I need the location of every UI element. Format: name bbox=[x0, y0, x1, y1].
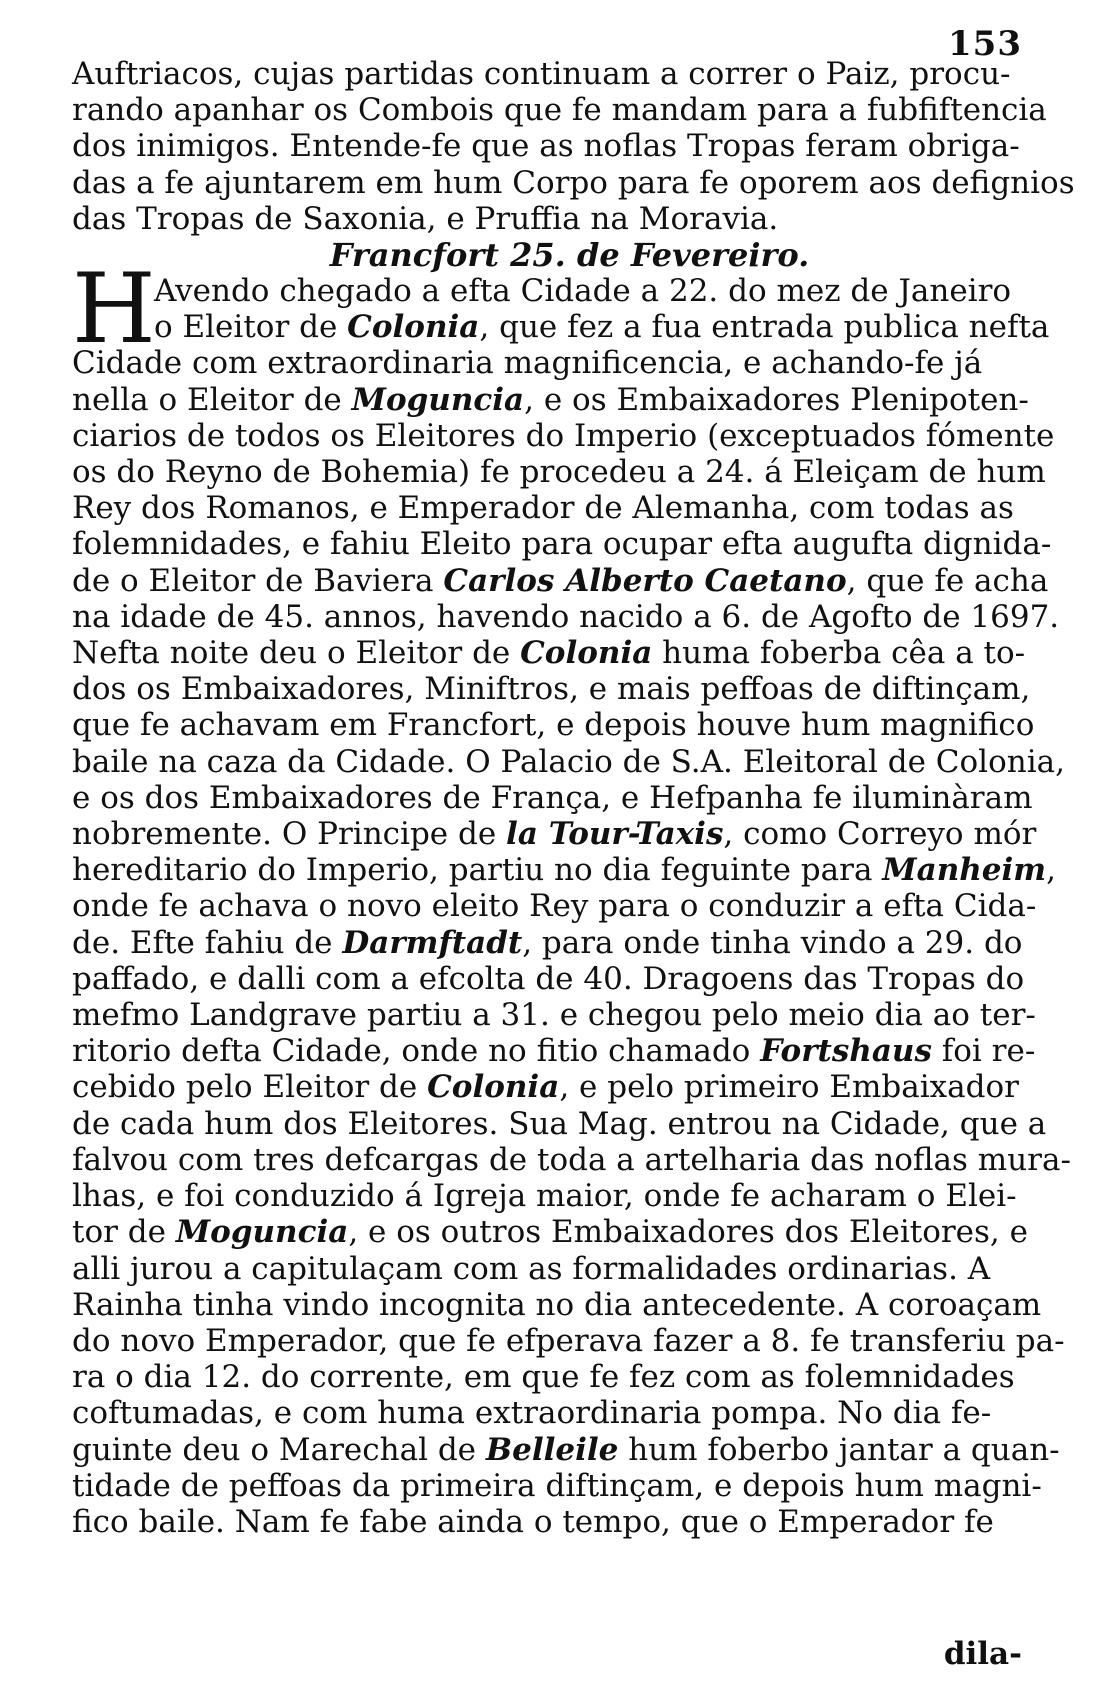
italic-run: Colonia bbox=[520, 635, 653, 672]
text-line bbox=[72, 1251, 1027, 1287]
text-line-content bbox=[72, 1033, 1035, 1069]
text-line bbox=[72, 128, 1027, 164]
text-run: cebido pelo Eleitor de bbox=[72, 1069, 428, 1106]
text-line-content: tidade de peffoas da primeira diftinçam, e depois hum magni- bbox=[72, 1467, 1042, 1504]
text-run: o Eleitor de bbox=[154, 309, 348, 346]
text-run: , que fe acha bbox=[846, 562, 1049, 599]
text-line-content: dos os Embaixadores, Miniftros, e mais peffoas de diftinçam, bbox=[72, 671, 1031, 708]
italic-run: la Tour-Taxis bbox=[506, 816, 724, 853]
text-line-content: baile na caza da Cidade. O Palacio de S.A. Eleitoral de Colonia, bbox=[72, 743, 1065, 780]
text-run: huma foberba cêa a to- bbox=[652, 635, 1026, 672]
text-run: de o Eleitor de Baviera bbox=[72, 562, 444, 599]
text-run: , para onde tinha vindo a 29. do bbox=[522, 924, 1023, 961]
text-line bbox=[72, 92, 1047, 129]
body-text bbox=[72, 56, 1075, 1540]
text-line-content bbox=[72, 1069, 1019, 1105]
text-line bbox=[72, 1214, 1027, 1250]
text-line-content: na idade de 45. annos, havendo nacido a 6. de Agofto de 1697. bbox=[72, 598, 1060, 635]
text-line bbox=[72, 1431, 1060, 1468]
italic-run: Belleile bbox=[485, 1431, 619, 1468]
text-line bbox=[72, 273, 1027, 309]
text-line bbox=[72, 852, 1056, 889]
text-line bbox=[72, 816, 1037, 853]
text-line-content bbox=[72, 925, 1022, 961]
text-line-content bbox=[72, 563, 1048, 599]
text-run: , e os Embaixadores Plenipoten- bbox=[524, 381, 1029, 418]
text-run: ritorio defta Cidade, onde no fitio chamado bbox=[72, 1033, 761, 1070]
dateline-heading: Francfort 25. de Fevereiro. bbox=[329, 236, 810, 275]
text-line bbox=[72, 598, 1060, 635]
text-line bbox=[72, 1033, 1036, 1070]
text-line-content: folemnidades, e fahiu Eleito para ocupar efta augufta dignida- bbox=[72, 526, 1052, 563]
text-line-content: falvou com tres defcargas de toda a artelharia das noflas mura- bbox=[72, 1141, 1071, 1178]
text-line bbox=[72, 997, 1036, 1034]
text-line-content: mefmo Landgrave partiu a 31. e chegou pelo meio dia ao ter- bbox=[72, 997, 1036, 1034]
text-run: de. Efte fahiu de bbox=[72, 924, 343, 961]
text-line-content bbox=[72, 635, 1025, 671]
text-line bbox=[72, 417, 1055, 454]
catchword: dila- bbox=[943, 1636, 1022, 1672]
italic-run: Colonia bbox=[427, 1069, 560, 1106]
text-line-content: Cidade com extraordinaria magnificencia, e achando-fe já bbox=[72, 345, 983, 382]
italic-run: Fortshaus bbox=[760, 1033, 932, 1070]
text-line-content bbox=[72, 382, 1029, 418]
text-line bbox=[72, 1105, 1047, 1142]
text-line-content: coftumadas, e com huma extraordinaria pompa. No dia fe- bbox=[72, 1395, 992, 1432]
text-line-content: paffado, e dalli com a efcolta de 40. Dragoens das Tropas do bbox=[72, 960, 1025, 997]
text-line bbox=[72, 961, 1027, 997]
text-run: nella o Eleitor de bbox=[72, 381, 352, 418]
text-run: , que fez a fua entrada publica nefta bbox=[479, 309, 1050, 346]
text-line-content bbox=[72, 816, 1036, 852]
text-line-content bbox=[72, 852, 1056, 888]
text-line-content: dos inimigos. Entende-fe que as noflas Tropas feram obriga- bbox=[72, 128, 1020, 165]
text-line bbox=[72, 743, 1065, 780]
text-line bbox=[72, 309, 1050, 346]
text-line bbox=[72, 888, 1037, 925]
text-line bbox=[72, 925, 1027, 961]
text-run: , como Correyo mór bbox=[723, 816, 1037, 853]
text-line bbox=[72, 164, 1075, 201]
text-line-content: alli jurou a capitulaçam com as formalidades ordinarias. A bbox=[72, 1250, 991, 1287]
text-run: hum foberbo jantar a quan- bbox=[618, 1431, 1060, 1468]
text-line-content: fico baile. Nam fe fabe ainda o tempo, que o Emperador fe bbox=[72, 1503, 994, 1540]
text-line-content: os do Reyno de Bohemia) fe procedeu a 24. á Eleiçam de hum bbox=[72, 454, 1046, 491]
italic-run: Darmftadt bbox=[342, 924, 523, 961]
text-line bbox=[72, 779, 1033, 816]
text-line bbox=[72, 1467, 1042, 1504]
italic-run: Colonia bbox=[347, 309, 480, 346]
text-line bbox=[72, 201, 1027, 237]
drop-cap-letter: H bbox=[72, 253, 156, 366]
text-line-content: ciarios de todos os Eleitores do Imperio (exceptuados fómente bbox=[72, 417, 1055, 454]
text-line-content: do novo Emperador, que fe efperava fazer a 8. fe transferiu pa- bbox=[72, 1322, 1065, 1359]
text-run: , bbox=[1046, 852, 1056, 889]
text-line bbox=[72, 671, 1031, 708]
text-line-content: Avendo chegado a efta Cidade a 22. do mez de Janeiro bbox=[154, 273, 1012, 310]
text-line bbox=[72, 1286, 1042, 1323]
text-run: , e os outros Embaixadores dos Eleitores, e bbox=[348, 1214, 1028, 1251]
text-line-content: Rainha tinha vindo incognita no dia antecedente. A coroaçam bbox=[72, 1286, 1042, 1323]
text-run: guinte deu o Marechal de bbox=[72, 1431, 486, 1468]
text-line-content bbox=[154, 309, 1049, 345]
text-line-content: lhas, e foi conduzido á Igreja maior, onde fe acharam o Elei- bbox=[72, 1178, 1017, 1215]
text-line-content: das Tropas de Saxonia, e Pruffia na Moravia. bbox=[72, 200, 779, 237]
page-number: 153 bbox=[948, 24, 1022, 64]
text-run: tor de bbox=[72, 1214, 176, 1251]
text-line bbox=[72, 526, 1052, 563]
text-run: nobremente. O Principe de bbox=[72, 816, 507, 853]
text-line-content: e os dos Embaixadores de França, e Hefpanha fe iluminàram bbox=[72, 779, 1033, 816]
text-line bbox=[72, 382, 1027, 418]
text-line bbox=[72, 562, 1049, 599]
italic-run: Manheim bbox=[882, 852, 1047, 889]
text-line bbox=[72, 1322, 1065, 1359]
text-line bbox=[72, 1178, 1027, 1214]
text-line-content: que fe achavam em Francfort, e depois houve hum magnifico bbox=[72, 707, 1035, 744]
text-line-content bbox=[72, 1214, 1028, 1250]
text-line bbox=[72, 707, 1035, 744]
text-line bbox=[72, 56, 1027, 92]
text-line bbox=[72, 454, 1046, 491]
text-line-content: das a fe ajuntarem em hum Corpo para fe oporem aos defignios bbox=[72, 164, 1075, 201]
text-line bbox=[72, 345, 1027, 381]
text-run: foi re- bbox=[931, 1033, 1036, 1070]
italic-run: Moguncia bbox=[351, 381, 525, 418]
text-line bbox=[72, 1395, 1027, 1431]
text-line bbox=[72, 1359, 1027, 1395]
text-line-content: ra o dia 12. do corrente, em que fe fez com as folemnidades bbox=[72, 1359, 1015, 1396]
text-line-content: de cada hum dos Eleitores. Sua Mag. entrou na Cidade, que a bbox=[72, 1105, 1047, 1142]
text-line bbox=[72, 1141, 1071, 1178]
text-line-content: onde fe achava o novo eleito Rey para o conduzir a efta Cida- bbox=[72, 888, 1037, 925]
text-line-content: rando apanhar os Combois que fe mandam para a fubfiftencia bbox=[72, 92, 1047, 129]
text-line bbox=[72, 635, 1027, 671]
text-run: Nefta noite deu o Eleitor de bbox=[72, 635, 521, 672]
italic-run: Moguncia bbox=[175, 1214, 349, 1251]
text-line bbox=[72, 490, 1027, 526]
text-line-content bbox=[72, 1432, 1060, 1468]
italic-run: Carlos Alberto Caetano bbox=[443, 562, 847, 599]
text-run: , e pelo primeiro Embaixador bbox=[559, 1069, 1019, 1106]
text-line bbox=[72, 1504, 1027, 1540]
text-run: hereditario do Imperio, partiu no dia feguinte para bbox=[72, 852, 883, 889]
text-line-content: Auftriacos, cujas partidas continuam a correr o Paiz, procu- bbox=[72, 56, 1011, 92]
text-line-content: Rey dos Romanos, e Emperador de Alemanha, com todas as bbox=[72, 490, 1014, 527]
text-line bbox=[72, 1069, 1027, 1105]
